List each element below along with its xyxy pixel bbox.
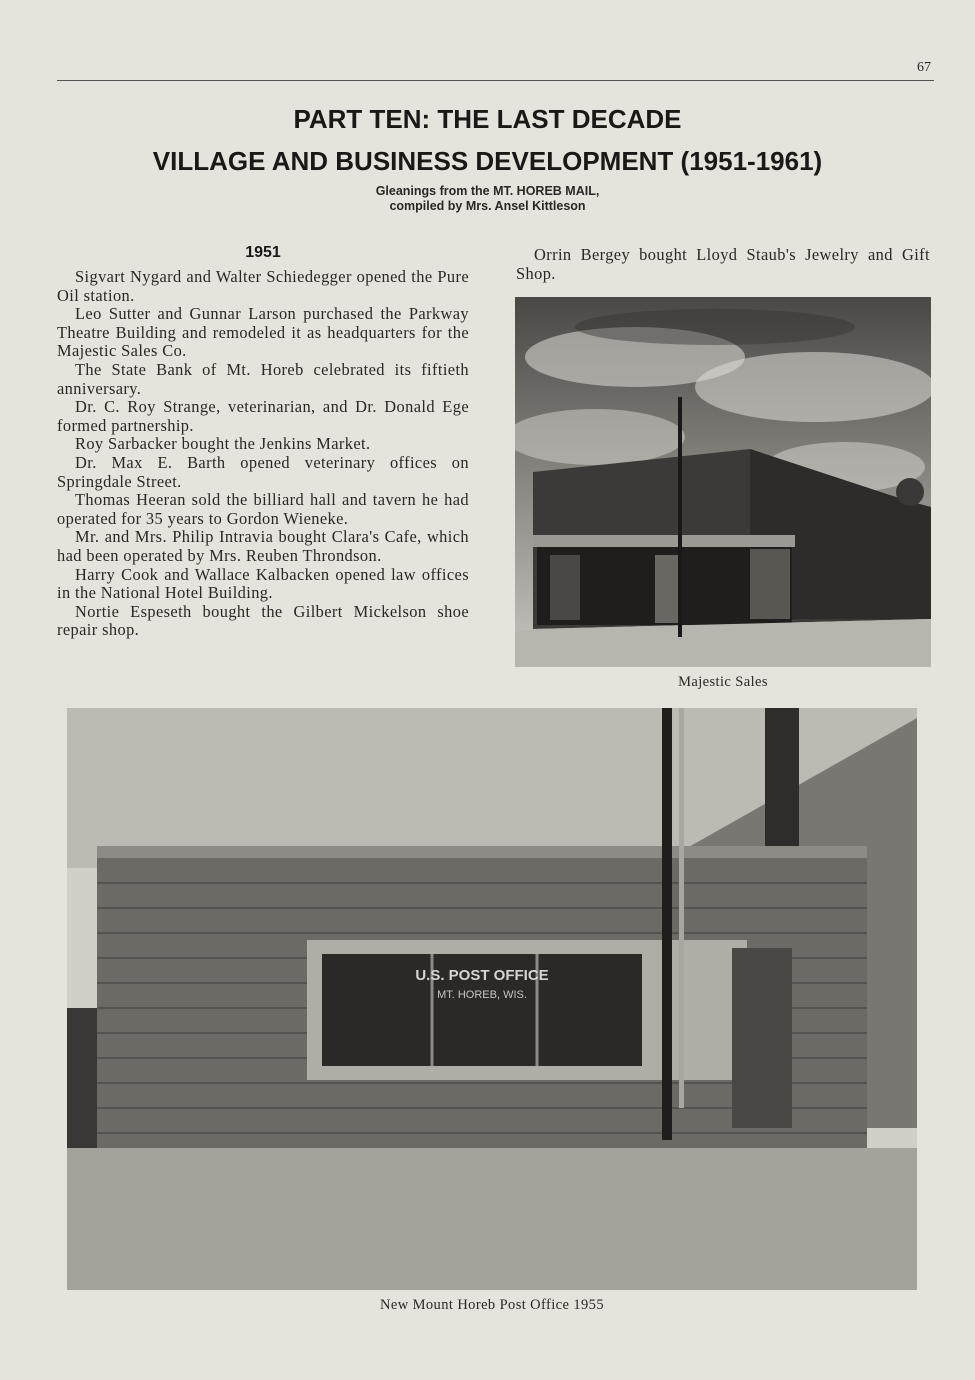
- year-heading: 1951: [245, 244, 281, 261]
- entry: Thomas Heeran sold the billiard hall and tavern he had operated for 35 years to Gordon Wieneke.: [57, 490, 469, 528]
- subtitle-source: Gleanings from the MT. HOREB MAIL,: [375, 184, 600, 198]
- subtitle-compiler: compiled by Mrs. Ansel Kittleson: [389, 199, 586, 213]
- entry: Dr. C. Roy Strange, veterinarian, and Dr. Donald Ege formed partnership.: [57, 397, 469, 435]
- majestic-sales-caption: Majestic Sales: [678, 674, 768, 690]
- entry: Nortie Espeseth bought the Gilbert Mickelson shoe repair shop.: [57, 601, 469, 640]
- section-title: VILLAGE AND BUSINESS DEVELOPMENT (1951-1961): [152, 146, 823, 176]
- page-number: 67: [917, 60, 931, 75]
- right-entry: Orrin Bergey bought Lloyd Staub's Jewelry and Gift Shop.: [516, 245, 930, 283]
- post-office-location: MT. HOREB, WIS.: [437, 989, 527, 1001]
- entry: Dr. Max E. Barth opened veterinary offices on Springdale Street.: [57, 452, 469, 491]
- entry: The State Bank of Mt. Horeb celebrated its fiftieth anniversary.: [57, 359, 469, 398]
- post-office-caption: New Mount Horeb Post Office 1955: [380, 1297, 604, 1313]
- left-column: [57, 244, 469, 640]
- entry: Roy Sarbacker bought the Jenkins Market.: [75, 434, 371, 454]
- part-title: PART TEN: THE LAST DECADE: [293, 104, 682, 134]
- entry: Harry Cook and Wallace Kalbacken opened law offices in the National Hotel Building.: [57, 564, 469, 603]
- entry: Mr. and Mrs. Philip Intravia bought Clara's Cafe, which had been operated by Mrs. Reuben Throndson.: [57, 527, 469, 565]
- header-rule: [57, 80, 934, 81]
- post-office-sign: U.S. POST OFFICE: [415, 967, 549, 984]
- entry: Leo Sutter and Gunnar Larson purchased the Parkway Theatre Building and remodeled it as headquarters for the Majestic Sales Co.: [57, 304, 469, 361]
- entry: Sigvart Nygard and Walter Schiedegger opened the Pure Oil station.: [57, 267, 469, 305]
- majestic-sales-photo: [515, 297, 931, 667]
- post-office-photo: [67, 708, 917, 1290]
